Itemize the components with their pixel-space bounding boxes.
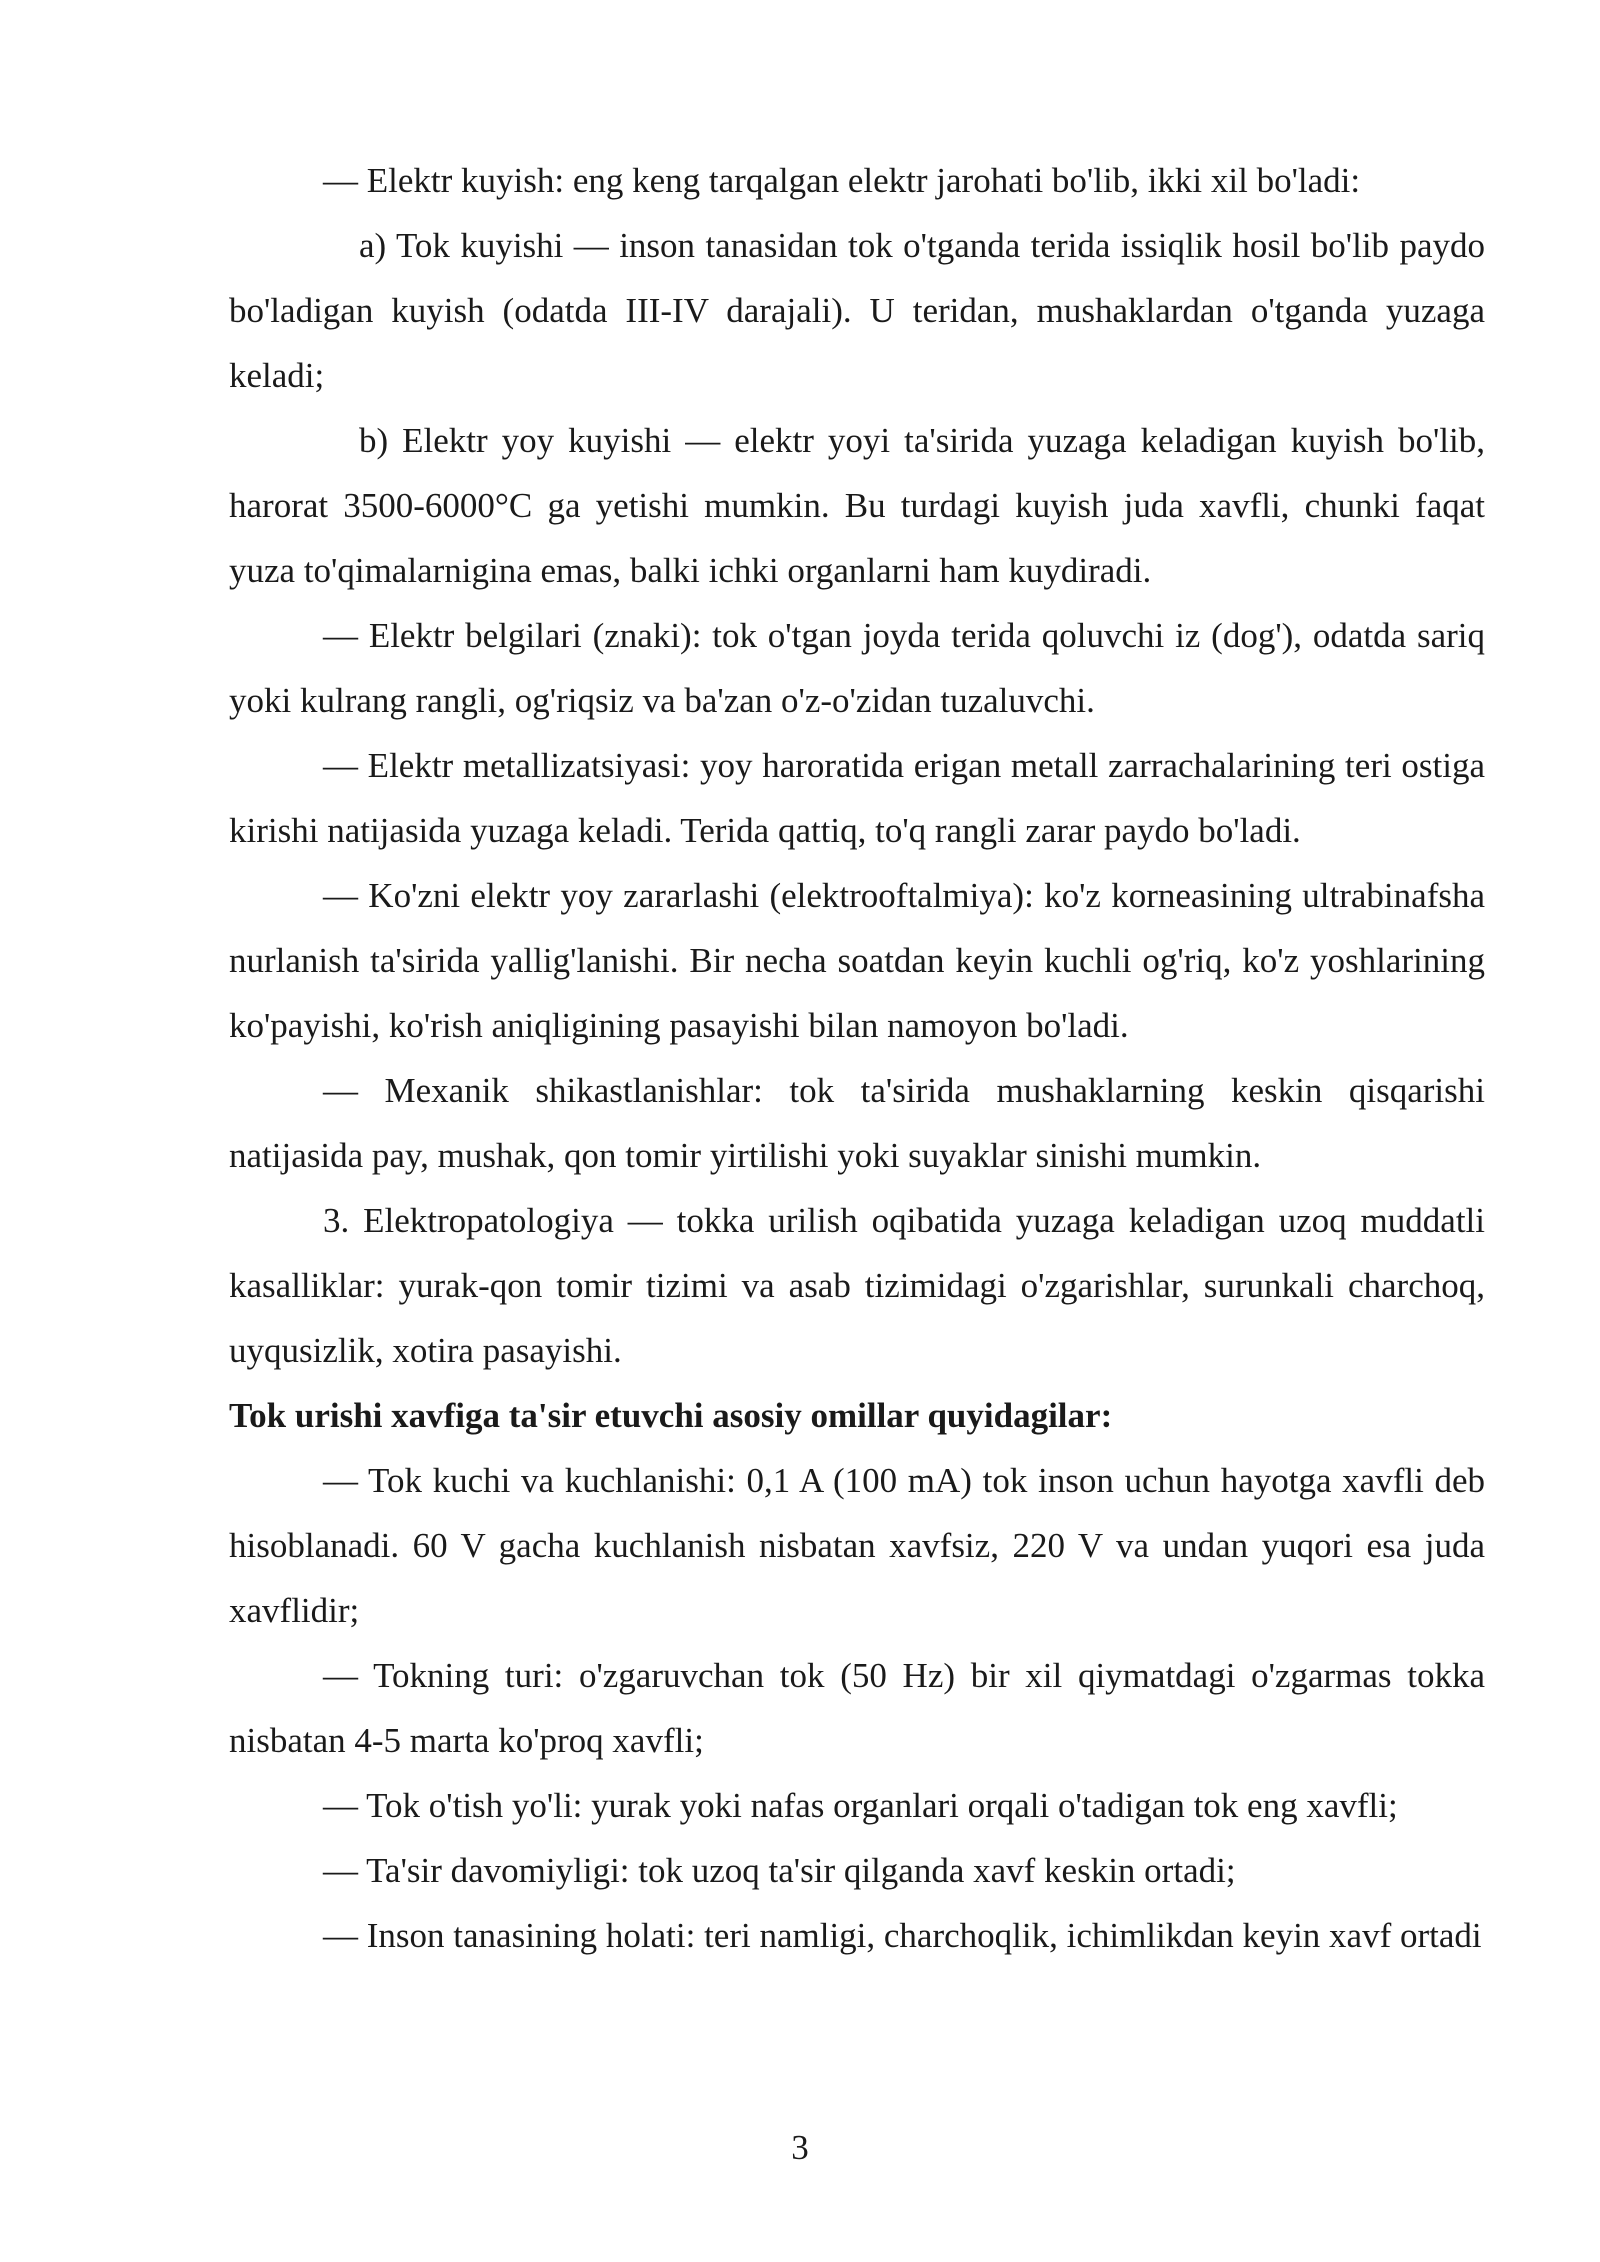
page-number: 3 xyxy=(791,2128,809,2167)
paragraph-body-condition: — Inson tanasining holati: teri namligi, charchoqlik, ichimlikdan keyin xavf ortadi xyxy=(323,1916,1482,1955)
paragraph-electric-marks: — Elektr belgilari (znaki): tok o'tgan joyda terida qoluvchi iz (dog'), odatda sariq yoki kulrang rangli, og'riqsiz va ba'zan o'z-o'zidan tuzaluvchi. xyxy=(229,616,1485,720)
section-heading-risk-factors: Tok urishi xavfiga ta'sir etuvchi asosiy omillar quyidagilar: xyxy=(229,1396,1113,1435)
paragraph-current-voltage: — Tok kuchi va kuchlanishi: 0,1 A (100 mA) tok inson uchun hayotga xavfli deb hisoblanadi. 60 V gacha kuchlanish nisbatan xavfsiz, 220 V va undan yuqori esa juda xavflidir; xyxy=(229,1461,1485,1630)
paragraph-exposure-duration: — Ta'sir davomiyligi: tok uzoq ta'sir qilganda xavf keskin ortadi; xyxy=(323,1851,1236,1890)
paragraph-electroophthalmia: — Ko'zni elektr yoy zararlashi (elektrooftalmiya): ko'z korneasining ultrabinafsha nurlanish ta'sirida yallig'lanishi. Bir necha soatdan keyin kuchli og'riq, ko'z yoshlarining ko'payishi, ko'rish aniqligining pasayishi bilan namoyon bo'ladi. xyxy=(229,876,1485,1045)
document-page xyxy=(229,148,1485,1968)
paragraph-electric-burn: — Elektr kuyish: eng keng tarqalgan elektr jarohati bo'lib, ikki xil bo'ladi: xyxy=(323,161,1361,200)
paragraph-current-burn: a) Tok kuyishi — inson tanasidan tok o'tganda terida issiqlik hosil bo'lib paydo bo'ladigan kuyish (odatda III-IV darajali). U teridan, mushaklardan o'tganda yuzaga keladi; xyxy=(229,226,1485,395)
paragraph-metallization: — Elektr metallizatsiyasi: yoy haroratida erigan metall zarrachalarining teri ostiga kirishi natijasida yuzaga keladi. Terida qattiq, to'q rangli zarar paydo bo'ladi. xyxy=(229,746,1485,850)
paragraph-arc-burn: b) Elektr yoy kuyishi — elektr yoyi ta'sirida yuzaga keladigan kuyish bo'lib, harorat 3500-6000°C ga yetishi mumkin. Bu turdagi kuyish juda xavfli, chunki faqat yuza to'qimalarnigina emas, balki ichki organlarni ham kuydiradi. xyxy=(229,421,1485,590)
paragraph-mechanical-injuries: — Mexanik shikastlanishlar: tok ta'sirida mushaklarning keskin qisqarishi natijasida pay, mushak, qon tomir yirtilishi yoki suyaklar sinishi mumkin. xyxy=(229,1071,1485,1175)
paragraph-current-type: — Tokning turi: o'zgaruvchan tok (50 Hz) bir xil qiymatdagi o'zgarmas tokka nisbatan 4-5 marta ko'proq xavfli; xyxy=(229,1656,1485,1760)
paragraph-electropathology: 3. Elektropatologiya — tokka urilish oqibatida yuzaga keladigan uzoq muddatli kasalliklar: yurak-qon tomir tizimi va asab tizimidagi o'zgarishlar, surunkali charchoq, uyqusizlik, xotira pasayishi. xyxy=(229,1201,1485,1370)
paragraph-current-path: — Tok o'tish yo'li: yurak yoki nafas organlari orqali o'tadigan tok eng xavfli; xyxy=(323,1786,1398,1825)
